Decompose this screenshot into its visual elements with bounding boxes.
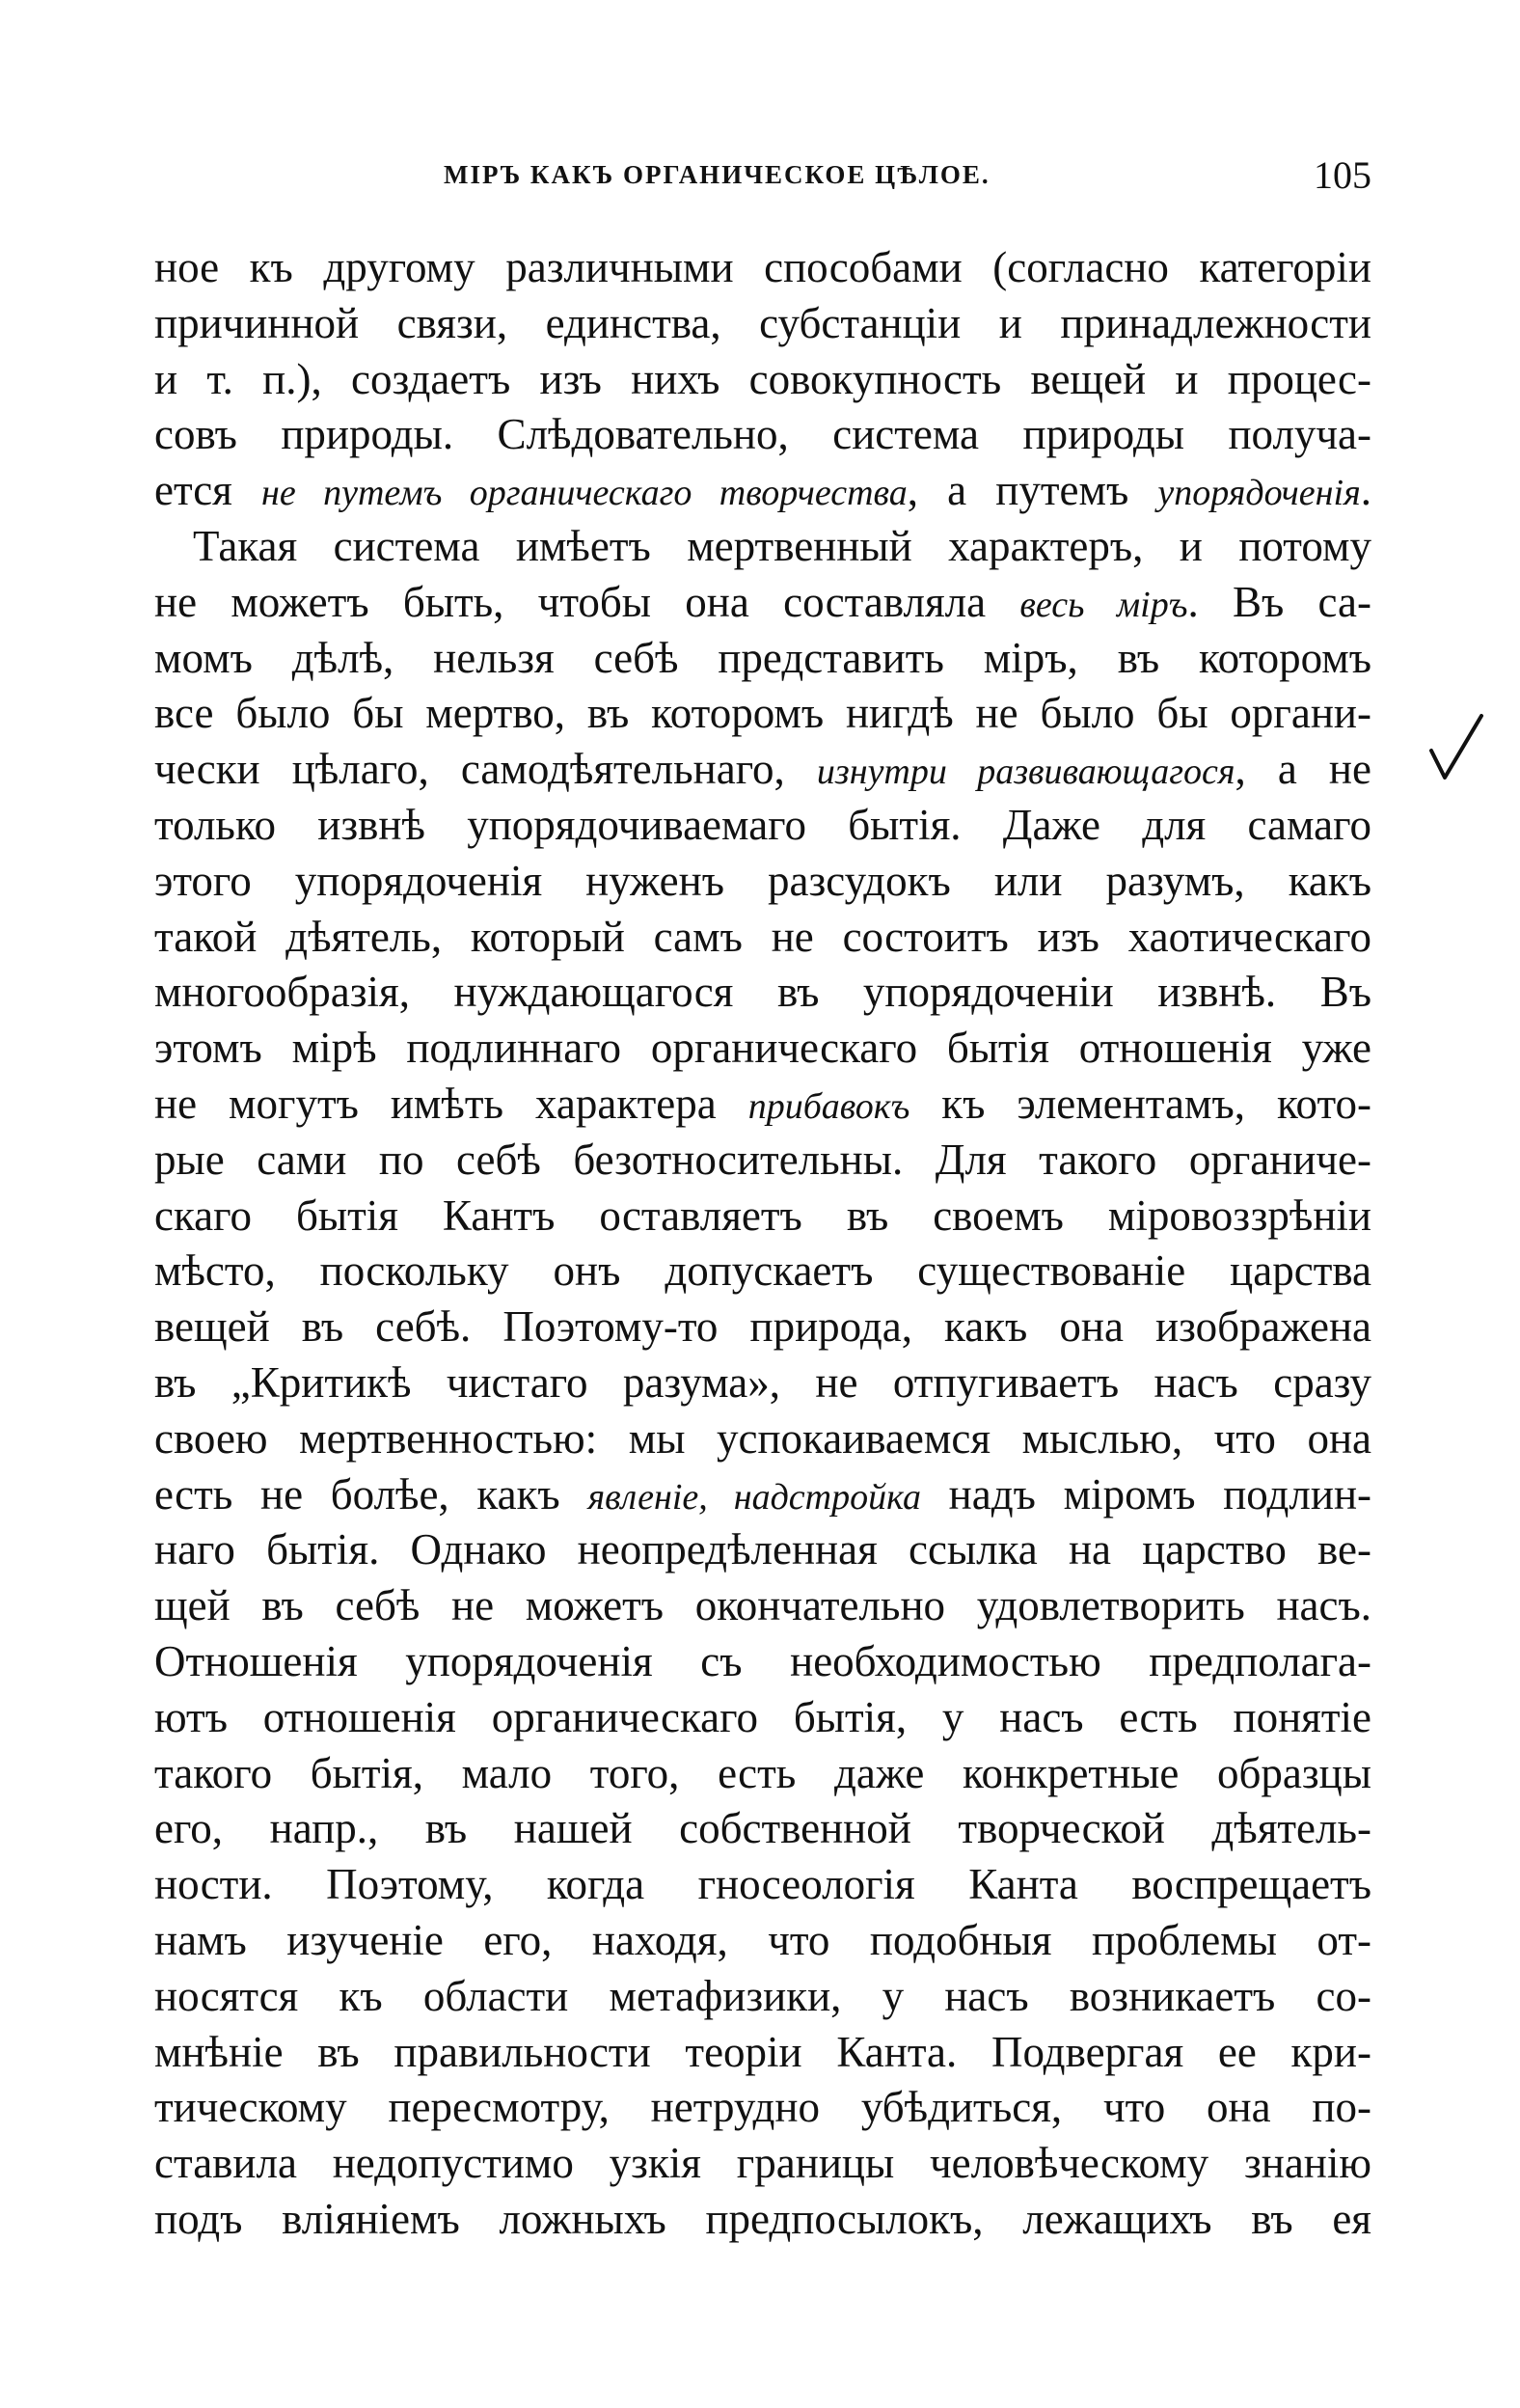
text-line [154,1021,1371,1077]
text-segment: многообразія, нуждающагося въ упорядоченіи извнѣ. Въ [154,968,1371,1017]
running-title: МІРЪ КАКЪ ОРГАНИЧЕСКОЕ ЦѢЛОЕ. [444,160,991,189]
italic-emphasis: явленіе, надстройка [587,1476,921,1518]
text-line [154,1411,1371,1467]
text-line [154,463,1371,519]
text-segment: ется [154,466,262,515]
handwritten-checkmark-icon [1427,712,1485,781]
text-line [154,742,1371,798]
text-segment: , а путемъ [907,466,1158,515]
text-line [154,1913,1371,1969]
text-line [154,1522,1371,1578]
text-segment: вещей въ себѣ. Поэтому-то природа, какъ она изображена [154,1302,1371,1352]
text-line [154,519,1371,575]
text-line [154,2136,1371,2192]
text-line [154,1467,1371,1523]
text-segment: не могутъ имѣть характера [154,1079,748,1128]
page-number: 105 [1314,153,1371,197]
italic-emphasis: прибавокъ [747,1085,910,1127]
text-line [154,1300,1371,1355]
text-segment: . Въ са- [1187,577,1371,626]
text-segment: момъ дѣлѣ, нельзя себѣ представить міръ, въ которомъ [154,633,1371,682]
text-segment: ное къ другому различными способами (согласно категоріи [154,243,1371,291]
text-line [154,1969,1371,2025]
text-segment: не можетъ быть, чтобы она составляла [154,577,1020,626]
text-segment: этомъ мірѣ подлиннаго органическаго бытія отношенія уже [154,1024,1371,1073]
text-line [154,854,1371,910]
text-line [154,1133,1371,1189]
text-segment: ставила недопустимо узкія границы человѣческому знанію [154,2139,1371,2188]
text-line [154,2192,1371,2248]
text-line [154,1578,1371,1634]
text-segment: щей въ себѣ не можетъ окончательно удовлетворить насъ. [154,1581,1371,1630]
italic-emphasis: упорядоченія [1157,473,1361,514]
text-line [154,965,1371,1021]
text-segment: есть не болѣе, какъ [154,1469,588,1519]
text-segment: къ элементамъ, кото- [909,1079,1371,1128]
text-segment: ютъ отношенія органическаго бытія, у насъ есть понятіе [154,1692,1371,1741]
italic-emphasis: не путемъ органическаго творчества [261,473,908,514]
text-line [154,1690,1371,1746]
text-line [154,407,1371,463]
text-segment: совъ природы. Слѣдовательно, система природы получа- [154,410,1371,459]
text-segment: тическому пересмотру, нетрудно убѣдиться, что она по- [154,2083,1371,2132]
text-segment: причинной связи, единства, субстанціи и принадлежности [154,298,1371,347]
text-line [154,910,1371,966]
text-segment: чески цѣлаго, самодѣятельнаго, [154,745,817,794]
text-segment: этого упорядоченія нуженъ разсудокъ или разумъ, какъ [154,856,1371,905]
text-segment: носятся къ области метафизики, у насъ возникаетъ со- [154,1971,1371,2020]
text-line [154,1857,1371,1913]
italic-emphasis: весь міръ [1019,584,1188,625]
text-segment: Такая система имѣетъ мертвенный характеръ, и потому [193,521,1371,570]
text-line [154,686,1371,742]
text-segment: подъ вліяніемъ ложныхъ предпосылокъ, лежащихъ въ ея [154,2194,1371,2243]
text-line [154,352,1371,408]
text-line [154,1077,1371,1133]
page-header [154,152,1371,201]
text-segment: своею мертвенностью: мы успокаиваемся мыслью, что она [154,1413,1371,1463]
text-line [154,1355,1371,1411]
text-segment: только извнѣ упорядочиваемаго бытія. Даже для самаго [154,800,1371,849]
text-segment: мнѣніе въ правильности теоріи Канта. Подвергая ее кри- [154,2027,1371,2076]
text-segment: все было бы мертво, въ которомъ нигдѣ не было бы органи- [154,689,1371,738]
text-line [154,798,1371,854]
text-segment: въ „Критикѣ чистаго разума», не отпугиваетъ насъ сразу [154,1357,1371,1407]
text-line [154,1189,1371,1245]
text-line [154,631,1371,687]
text-line [154,1634,1371,1690]
text-segment: мѣсто, поскольку онъ допускаетъ существованіе царства [154,1246,1371,1296]
text-segment: . [1360,466,1371,515]
text-line [154,575,1371,631]
text-segment: такой дѣятель, который самъ не состоитъ изъ хаотическаго [154,912,1371,961]
text-segment: , а не [1235,745,1371,794]
text-segment: наго бытія. Однако неопредѣленная ссылка на царство ве- [154,1525,1371,1574]
text-segment: скаго бытія Кантъ оставляетъ въ своемъ міровоззрѣніи [154,1190,1371,1240]
italic-emphasis: изнутри развивающагося [816,752,1235,793]
text-line [154,1746,1371,1802]
text-line [154,240,1371,296]
text-segment: Отношенія упорядоченія съ необходимостью предполага- [154,1636,1371,1685]
text-segment: такого бытія, мало того, есть даже конкретные образцы [154,1748,1371,1797]
text-segment: рые сами по себѣ безотносительны. Для такого органиче- [154,1135,1371,1184]
text-line [154,2025,1371,2081]
text-segment: и т. п.), создаетъ изъ нихъ совокупность вещей и процес- [154,354,1371,403]
text-segment: намъ изученіе его, находя, что подобныя проблемы от- [154,1915,1371,1964]
text-line [154,1244,1371,1300]
text-segment: надъ міромъ подлин- [920,1469,1372,1519]
text-line [154,2080,1371,2136]
text-segment: его, напр., въ нашей собственной творческой дѣятель- [154,1804,1371,1853]
text-line [154,1801,1371,1857]
text-line [154,296,1371,352]
body-text [154,240,1371,2248]
text-segment: ности. Поэтому, когда гносеологія Канта воспрещаетъ [154,1860,1371,1909]
